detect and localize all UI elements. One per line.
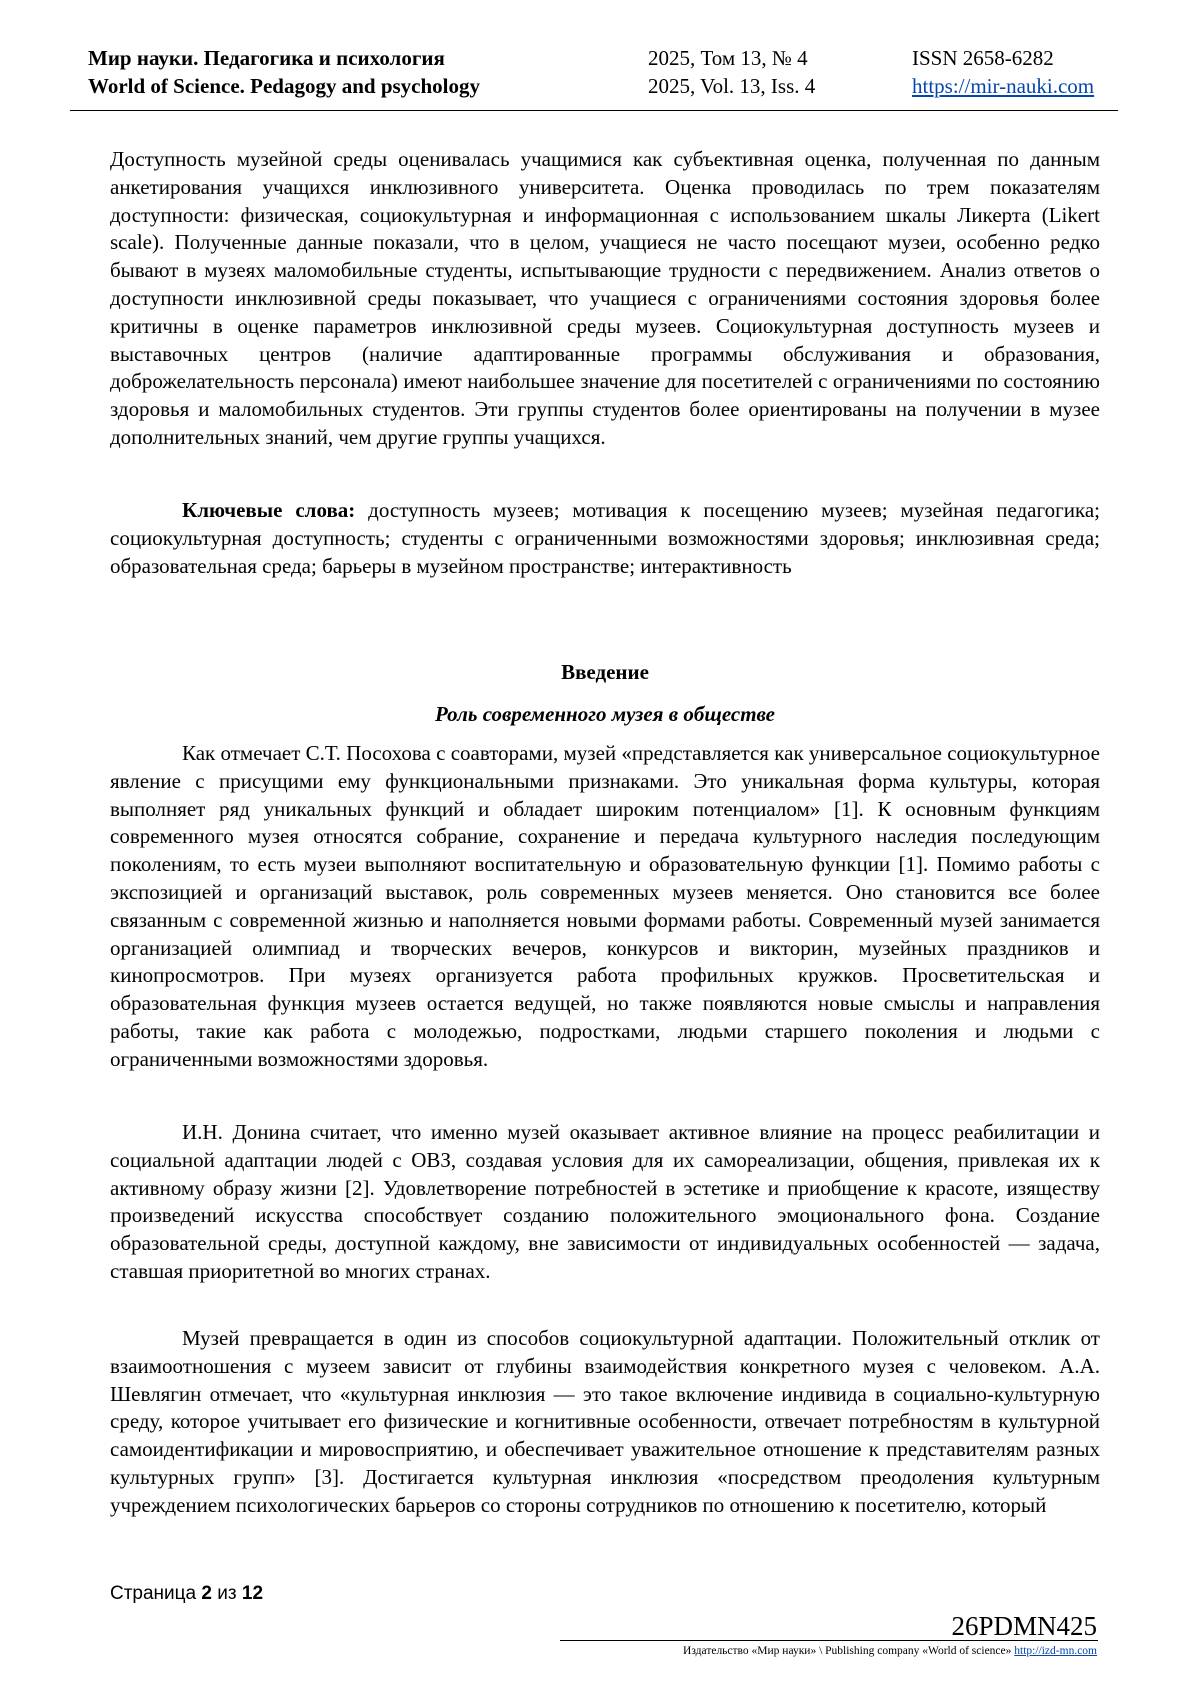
paragraph-2	[110, 1119, 1100, 1286]
footer-divider	[560, 1640, 1098, 1641]
publisher-name: Издательство «Мир науки» \ Publishing company «World of science»	[683, 1645, 1012, 1657]
volume-ru: 2025, Том 13, № 4	[648, 46, 808, 70]
journal-title-ru: Мир науки. Педагогика и психология	[88, 46, 445, 70]
paragraph-1	[110, 740, 1100, 1074]
page-separator: из	[217, 1583, 237, 1604]
article-code: 26PDMN425	[951, 1611, 1097, 1641]
abstract-block	[110, 146, 1100, 452]
keywords-label: Ключевые слова:	[182, 498, 356, 522]
issn: ISSN 2658-6282	[912, 46, 1054, 70]
keywords-block	[110, 497, 1100, 580]
publisher-line	[683, 1645, 1097, 1657]
header-divider	[70, 110, 1118, 111]
abstract-text: Доступность музейной среды оценивалась учащимися как субъективная оценка, полученная по данным анкетирования учащихся инклюзивного университета. Оценка проводилась по трем показателям доступности: физическая, социокультурная и информационная с использованием шкалы Ликерта (Likert scale). Полученные данные показали, что в целом, учащиеся не часто посещают музеи, особенно редко бывают в музеях маломобильные студенты, испытывающие трудности с передвижением. Анализ ответов о доступности инклюзивной среды показывает, что учащиеся с ограничениями состояния здоровья более критичны в оценке параметров инклюзивной среды музеев. Социокультурная доступность музеев и выставочных центров (наличие адаптированные программы обслуживания и образования, доброжелательность персонала) имеют наибольшее значение для посетителей с ограничениями по состоянию здоровья и маломобильных студентов. Эти группы студентов более ориентированы на получении в музее дополнительных знаний, чем другие группы учащихся.	[110, 147, 1100, 449]
section-subtitle: Роль современного музея в обществе	[435, 702, 775, 726]
page-current: 2	[201, 1583, 212, 1604]
page-prefix: Страница	[110, 1583, 197, 1604]
publisher-link[interactable]: http://izd-mn.com	[1014, 1645, 1097, 1657]
paragraph-text: И.Н. Донина считает, что именно музей оказывает активное влияние на процесс реабилитации и социальной адаптации людей с ОВЗ, создавая условия для их самореализации, общения, привлекая их к активному образу жизни [2]. Удовлетворение потребностей в эстетике и приобщение к красоте, изяществу произведений искусства способствует созданию положительного эмоционального фона. Создание образовательной среды, доступной каждому, вне зависимости от индивидуальных особенностей — задача, ставшая приоритетной во многих странах.	[110, 1120, 1100, 1283]
journal-title-en: World of Science. Pedagogy and psychology	[88, 74, 481, 98]
paragraph-3	[110, 1325, 1100, 1520]
volume-en: 2025, Vol. 13, Iss. 4	[648, 74, 816, 98]
paragraph-text: Музей превращается в один из способов социокультурной адаптации. Положительный отклик от взаимоотношения с музеем зависит от глубины взаимодействия конкретного музея с человеком. А.А. Шевлягин отмечает, что «культурная инклюзия — это такое включение индивида в социально-культурную среду, которое учитывает его физические и когнитивные особенности, отвечает потребностям в культурной самоидентификации и мировосприятию, и обеспечивает уважительное отношение к представителям разных культурных групп» [3]. Достигается культурная инклюзия «посредством преодоления культурным учреждением психологических барьеров со стороны сотрудников по отношению к посетителю, который	[110, 1326, 1100, 1517]
keywords-paragraph	[110, 497, 1100, 580]
journal-site-link[interactable]: https://mir-nauki.com	[912, 74, 1095, 98]
paragraph-text: Как отмечает С.Т. Посохова с соавторами, музей «представляется как универсальное социокультурное явление с присущими ему функциональными признаками. Это уникальная форма культуры, которая выполняет ряд уникальных функций и обладает широким потенциалом» [1]. К основным функциям современного музея относятся собрание, сохранение и передача культурного наследия последующим поколениям, то есть музеи выполняют воспитательную и образовательную функции [1]. Помимо работы с экспозицией и организаций выставок, роль современных музеев меняется. Оно становится все более связанным с современной жизнью и наполняется новыми формами работы. Современный музей занимается организацией олимпиад и творческих вечеров, конкурсов и викторин, музейных праздников и кинопросмотров. При музеях организуется работа профильных кружков. Просветительская и образовательная функция музеев остается ведущей, но также появляются новые смыслы и направления работы, такие как работа с молодежью, подростками, людьми старшего поколения и людьми с ограниченными возможностями здоровья.	[110, 741, 1100, 1071]
page-number	[110, 1583, 263, 1605]
keywords-text: доступность музеев; мотивация к посещению музеев; музейная педагогика; социокультурная доступность; студенты с ограниченными возможностями здоровья; инклюзивная среда; образовательная среда; барьеры в музейном пространстве; интерактивность	[110, 498, 1100, 578]
page-total: 12	[241, 1583, 264, 1604]
section-title: Введение	[561, 660, 649, 684]
